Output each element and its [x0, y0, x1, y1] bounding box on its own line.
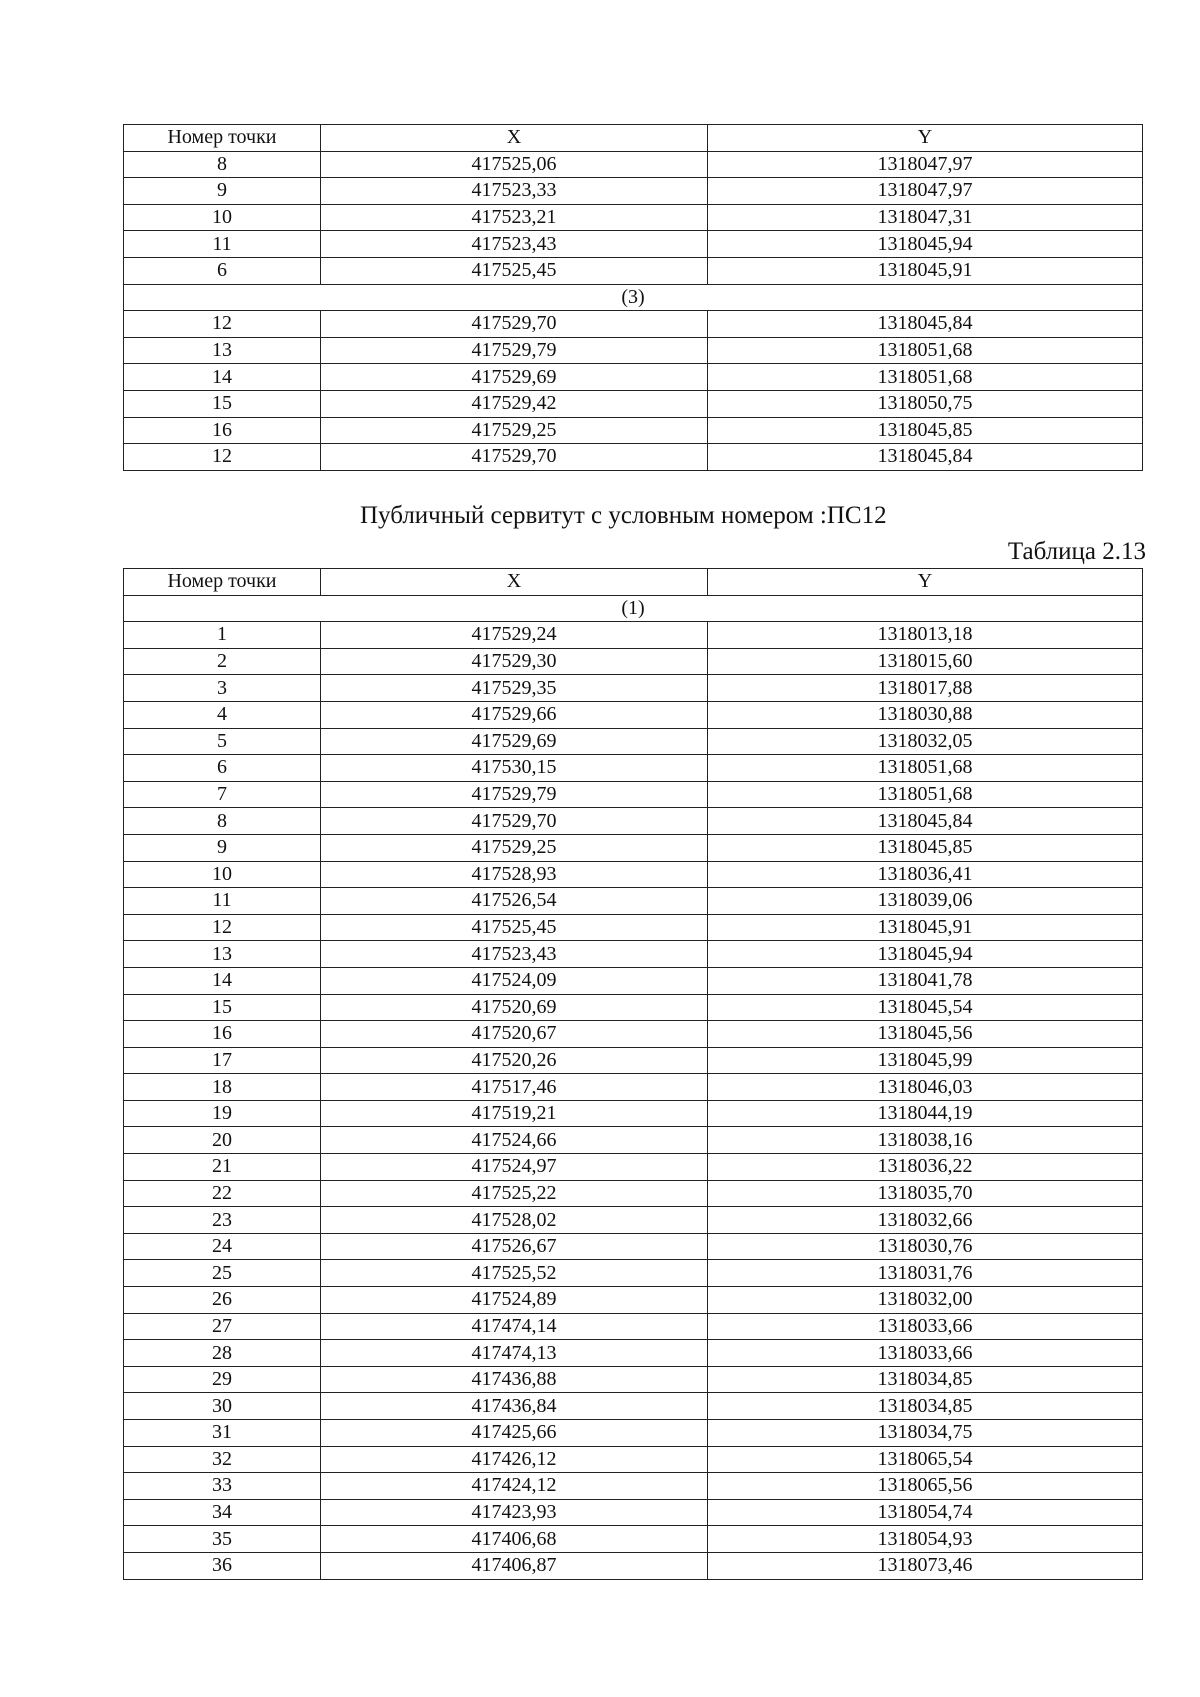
x-coordinate-cell: 417524,97: [321, 1154, 708, 1181]
table-row: [124, 390, 1143, 417]
y-coordinate-cell: 1318041,78: [708, 967, 1143, 994]
y-coordinate-cell: 1318034,85: [708, 1393, 1143, 1420]
y-coordinate-cell: 1318030,88: [708, 701, 1143, 728]
x-coordinate-cell: 417525,45: [321, 914, 708, 941]
y-coordinate-cell: 1318051,68: [708, 781, 1143, 808]
point-number-cell: 34: [124, 1499, 321, 1526]
table-row: [124, 1552, 1143, 1579]
x-coordinate-cell: 417423,93: [321, 1499, 708, 1526]
point-number-cell: 9: [124, 834, 321, 861]
x-coordinate-cell: 417530,15: [321, 755, 708, 782]
point-number-cell: 21: [124, 1154, 321, 1181]
y-coordinate-cell: 1318045,84: [708, 311, 1143, 338]
point-number-cell: 14: [124, 967, 321, 994]
x-coordinate-cell: 417528,02: [321, 1207, 708, 1234]
table-row: [124, 967, 1143, 994]
point-number-cell: 10: [124, 861, 321, 888]
x-coordinate-cell: 417425,66: [321, 1420, 708, 1447]
x-coordinate-cell: 417529,70: [321, 444, 708, 471]
point-number-cell: 16: [124, 417, 321, 444]
x-coordinate-cell: 417520,67: [321, 1021, 708, 1048]
x-coordinate-cell: 417526,54: [321, 888, 708, 915]
x-coordinate-cell: 417520,26: [321, 1047, 708, 1074]
point-number-cell: 22: [124, 1180, 321, 1207]
point-number-cell: 27: [124, 1313, 321, 1340]
y-coordinate-cell: 1318036,22: [708, 1154, 1143, 1181]
x-coordinate-cell: 417523,21: [321, 204, 708, 231]
section-row: [124, 284, 1143, 311]
contour-label: (1): [124, 595, 1143, 622]
point-number-cell: 1: [124, 622, 321, 649]
table-row: [124, 1260, 1143, 1287]
table-row: [124, 808, 1143, 835]
point-number-cell: 12: [124, 444, 321, 471]
y-coordinate-cell: 1318045,99: [708, 1047, 1143, 1074]
table-row: [124, 728, 1143, 755]
point-number-cell: 26: [124, 1287, 321, 1314]
x-coordinate-cell: 417474,13: [321, 1340, 708, 1367]
table-header-row: [124, 569, 1143, 596]
section-row: [124, 595, 1143, 622]
y-coordinate-cell: 1318045,84: [708, 444, 1143, 471]
table-row: [124, 675, 1143, 702]
point-number-cell: 24: [124, 1233, 321, 1260]
table-row: [124, 231, 1143, 258]
y-coordinate-cell: 1318034,85: [708, 1366, 1143, 1393]
point-number-cell: 13: [124, 337, 321, 364]
point-number-cell: 23: [124, 1207, 321, 1234]
table-row: [124, 1074, 1143, 1101]
y-coordinate-cell: 1318045,91: [708, 257, 1143, 284]
header-point-number: Номер точки: [124, 569, 321, 596]
table-row: [124, 1526, 1143, 1553]
table-row: [124, 1287, 1143, 1314]
x-coordinate-cell: 417406,68: [321, 1526, 708, 1553]
table-header-row: [124, 125, 1143, 152]
x-coordinate-cell: 417524,09: [321, 967, 708, 994]
y-coordinate-cell: 1318035,70: [708, 1180, 1143, 1207]
y-coordinate-cell: 1318054,93: [708, 1526, 1143, 1553]
table-number-label: Таблица 2.13: [1007, 538, 1146, 565]
coordinates-table-top: [123, 124, 1143, 471]
x-coordinate-cell: 417529,79: [321, 781, 708, 808]
point-number-cell: 5: [124, 728, 321, 755]
y-coordinate-cell: 1318038,16: [708, 1127, 1143, 1154]
y-coordinate-cell: 1318045,85: [708, 834, 1143, 861]
y-coordinate-cell: 1318045,84: [708, 808, 1143, 835]
y-coordinate-cell: 1318045,94: [708, 231, 1143, 258]
x-coordinate-cell: 417424,12: [321, 1473, 708, 1500]
y-coordinate-cell: 1318045,85: [708, 417, 1143, 444]
x-coordinate-cell: 417474,14: [321, 1313, 708, 1340]
x-coordinate-cell: 417529,24: [321, 622, 708, 649]
point-number-cell: 11: [124, 888, 321, 915]
table-row: [124, 888, 1143, 915]
header-y: Y: [708, 569, 1143, 596]
x-coordinate-cell: 417520,69: [321, 994, 708, 1021]
point-number-cell: 20: [124, 1127, 321, 1154]
table-row: [124, 1180, 1143, 1207]
table-row: [124, 178, 1143, 205]
point-number-cell: 32: [124, 1446, 321, 1473]
y-coordinate-cell: 1318050,75: [708, 390, 1143, 417]
x-coordinate-cell: 417529,70: [321, 311, 708, 338]
y-coordinate-cell: 1318047,31: [708, 204, 1143, 231]
x-coordinate-cell: 417529,25: [321, 834, 708, 861]
x-coordinate-cell: 417523,43: [321, 231, 708, 258]
y-coordinate-cell: 1318046,03: [708, 1074, 1143, 1101]
y-coordinate-cell: 1318054,74: [708, 1499, 1143, 1526]
table-row: [124, 444, 1143, 471]
point-number-cell: 8: [124, 808, 321, 835]
table-row: [124, 1499, 1143, 1526]
x-coordinate-cell: 417436,84: [321, 1393, 708, 1420]
x-coordinate-cell: 417529,79: [321, 337, 708, 364]
y-coordinate-cell: 1318032,66: [708, 1207, 1143, 1234]
y-coordinate-cell: 1318033,66: [708, 1313, 1143, 1340]
y-coordinate-cell: 1318017,88: [708, 675, 1143, 702]
y-coordinate-cell: 1318073,46: [708, 1552, 1143, 1579]
point-number-cell: 25: [124, 1260, 321, 1287]
table-row: [124, 1340, 1143, 1367]
table-row: [124, 364, 1143, 391]
y-coordinate-cell: 1318032,05: [708, 728, 1143, 755]
point-number-cell: 6: [124, 257, 321, 284]
table-row: [124, 1047, 1143, 1074]
y-coordinate-cell: 1318065,54: [708, 1446, 1143, 1473]
x-coordinate-cell: 417529,42: [321, 390, 708, 417]
table-row: [124, 914, 1143, 941]
table-row: [124, 337, 1143, 364]
y-coordinate-cell: 1318045,54: [708, 994, 1143, 1021]
y-coordinate-cell: 1318047,97: [708, 178, 1143, 205]
y-coordinate-cell: 1318031,76: [708, 1260, 1143, 1287]
table-row: [124, 311, 1143, 338]
point-number-cell: 9: [124, 178, 321, 205]
table-row: [124, 1100, 1143, 1127]
y-coordinate-cell: 1318045,56: [708, 1021, 1143, 1048]
point-number-cell: 4: [124, 701, 321, 728]
x-coordinate-cell: 417523,43: [321, 941, 708, 968]
table-row: [124, 1420, 1143, 1447]
table-row: [124, 994, 1143, 1021]
table-row: [124, 151, 1143, 178]
table-row: [124, 622, 1143, 649]
point-number-cell: 36: [124, 1552, 321, 1579]
table-row: [124, 417, 1143, 444]
x-coordinate-cell: 417524,89: [321, 1287, 708, 1314]
x-coordinate-cell: 417436,88: [321, 1366, 708, 1393]
header-x: X: [321, 125, 708, 152]
x-coordinate-cell: 417529,25: [321, 417, 708, 444]
table-row: [124, 1446, 1143, 1473]
point-number-cell: 12: [124, 311, 321, 338]
point-number-cell: 12: [124, 914, 321, 941]
header-point-number: Номер точки: [124, 125, 321, 152]
x-coordinate-cell: 417523,33: [321, 178, 708, 205]
x-coordinate-cell: 417519,21: [321, 1100, 708, 1127]
point-number-cell: 6: [124, 755, 321, 782]
point-number-cell: 28: [124, 1340, 321, 1367]
point-number-cell: 17: [124, 1047, 321, 1074]
table-row: [124, 941, 1143, 968]
point-number-cell: 19: [124, 1100, 321, 1127]
y-coordinate-cell: 1318030,76: [708, 1233, 1143, 1260]
x-coordinate-cell: 417528,93: [321, 861, 708, 888]
table-row: [124, 257, 1143, 284]
point-number-cell: 8: [124, 151, 321, 178]
table-row: [124, 834, 1143, 861]
x-coordinate-cell: 417529,35: [321, 675, 708, 702]
y-coordinate-cell: 1318033,66: [708, 1340, 1143, 1367]
y-coordinate-cell: 1318051,68: [708, 364, 1143, 391]
table-row: [124, 1473, 1143, 1500]
x-coordinate-cell: 417426,12: [321, 1446, 708, 1473]
table-row: [124, 648, 1143, 675]
table-row: [124, 1313, 1143, 1340]
y-coordinate-cell: 1318045,94: [708, 941, 1143, 968]
point-number-cell: 10: [124, 204, 321, 231]
y-coordinate-cell: 1318044,19: [708, 1100, 1143, 1127]
point-number-cell: 13: [124, 941, 321, 968]
table-row: [124, 701, 1143, 728]
y-coordinate-cell: 1318032,00: [708, 1287, 1143, 1314]
point-number-cell: 15: [124, 994, 321, 1021]
point-number-cell: 30: [124, 1393, 321, 1420]
y-coordinate-cell: 1318051,68: [708, 337, 1143, 364]
point-number-cell: 35: [124, 1526, 321, 1553]
table-row: [124, 1021, 1143, 1048]
x-coordinate-cell: 417525,06: [321, 151, 708, 178]
x-coordinate-cell: 417525,22: [321, 1180, 708, 1207]
x-coordinate-cell: 417529,69: [321, 728, 708, 755]
point-number-cell: 7: [124, 781, 321, 808]
point-number-cell: 11: [124, 231, 321, 258]
header-y: Y: [708, 125, 1143, 152]
x-coordinate-cell: 417529,70: [321, 808, 708, 835]
table-row: [124, 1154, 1143, 1181]
x-coordinate-cell: 417525,45: [321, 257, 708, 284]
x-coordinate-cell: 417529,66: [321, 701, 708, 728]
y-coordinate-cell: 1318036,41: [708, 861, 1143, 888]
y-coordinate-cell: 1318013,18: [708, 622, 1143, 649]
y-coordinate-cell: 1318051,68: [708, 755, 1143, 782]
x-coordinate-cell: 417517,46: [321, 1074, 708, 1101]
y-coordinate-cell: 1318015,60: [708, 648, 1143, 675]
table-row: [124, 1207, 1143, 1234]
x-coordinate-cell: 417406,87: [321, 1552, 708, 1579]
y-coordinate-cell: 1318045,91: [708, 914, 1143, 941]
point-number-cell: 2: [124, 648, 321, 675]
y-coordinate-cell: 1318039,06: [708, 888, 1143, 915]
point-number-cell: 29: [124, 1366, 321, 1393]
point-number-cell: 31: [124, 1420, 321, 1447]
table-row: [124, 1233, 1143, 1260]
header-x: X: [321, 569, 708, 596]
point-number-cell: 16: [124, 1021, 321, 1048]
table-row: [124, 1393, 1143, 1420]
x-coordinate-cell: 417524,66: [321, 1127, 708, 1154]
point-number-cell: 3: [124, 675, 321, 702]
point-number-cell: 14: [124, 364, 321, 391]
servitude-caption: Публичный сервитут с условным номером :ПС12: [360, 502, 887, 529]
y-coordinate-cell: 1318065,56: [708, 1473, 1143, 1500]
x-coordinate-cell: 417529,69: [321, 364, 708, 391]
x-coordinate-cell: 417525,52: [321, 1260, 708, 1287]
point-number-cell: 33: [124, 1473, 321, 1500]
coordinates-table-ps12: [123, 568, 1143, 1580]
table-row: [124, 1127, 1143, 1154]
point-number-cell: 18: [124, 1074, 321, 1101]
table-row: [124, 204, 1143, 231]
point-number-cell: 15: [124, 390, 321, 417]
y-coordinate-cell: 1318034,75: [708, 1420, 1143, 1447]
y-coordinate-cell: 1318047,97: [708, 151, 1143, 178]
table-row: [124, 1366, 1143, 1393]
x-coordinate-cell: 417529,30: [321, 648, 708, 675]
x-coordinate-cell: 417526,67: [321, 1233, 708, 1260]
table-row: [124, 781, 1143, 808]
contour-label: (3): [124, 284, 1143, 311]
table-row: [124, 755, 1143, 782]
table-row: [124, 861, 1143, 888]
